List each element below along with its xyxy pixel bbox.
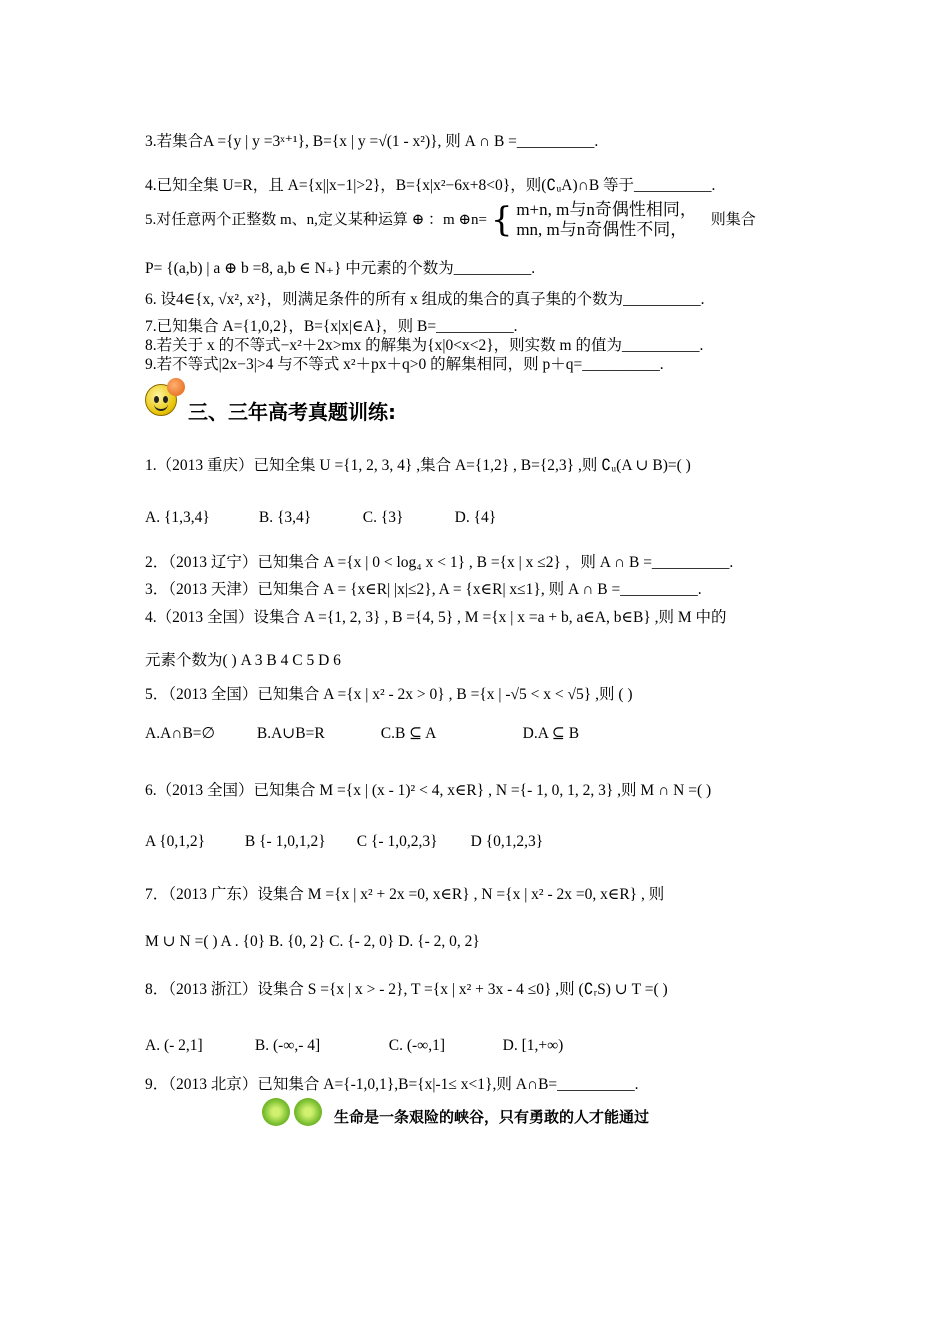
exercise-6: 6. 设4∈{x, √x², x²}，则满足条件的所有 x 组成的集合的真子集的个数为__________. (145, 291, 705, 308)
question-7: 7．（2013 广东）设集合 M ={x | x² + 2x =0, x∈R} , N ={x | x² - 2x =0, x∈R} , 则 (145, 886, 665, 903)
exercise-9: 9.若不等式|2x−3|>4 与不等式 x²＋px＋q>0 的解集相同，则 p＋q=__________. (145, 356, 664, 373)
option-c: C. {3} (362, 509, 404, 526)
exercise-8: 8.若关于 x 的不等式−x²＋2x>mx 的解集为{x|0<x<2}，则实数 m 的值为__________. (145, 337, 704, 354)
option-c: C {- 1,0,2,3} (356, 833, 438, 850)
flower-icon (294, 1098, 322, 1126)
option-b: B. {3,4} (258, 509, 312, 526)
option-d: D. {4} (454, 509, 497, 526)
question-3: 3．（2013 天津）已知集合 A = {x∈R| |x|≤2}, A = {x∈R| x≤1}, 则 A ∩ B =__________. (145, 581, 702, 598)
question-7-line-2: M ∪ N =( ) A . {0} B. {0, 2} C. {- 2, 0} D. {- 2, 0, 2} (145, 933, 480, 950)
question-6-options (145, 832, 810, 852)
option-c: C.B ⊆ A (380, 725, 437, 742)
option-d: D.A ⊆ B (522, 725, 580, 742)
exercise-5-case-1: m+n, m与n奇偶性相同， (516, 200, 697, 219)
question-1-options (145, 508, 810, 528)
brace-icon: { (490, 200, 513, 240)
option-b: B.A∪B=R (256, 725, 325, 742)
exercise-3: 3.若集合A ={y | y =3ˣ⁺¹}, B={x | y =√(1 - x²)}, 则 A ∩ B =__________. (145, 133, 599, 150)
option-a: A. {1,3,4} (145, 509, 210, 526)
footer-motto (262, 1098, 762, 1128)
exercise-5-line-2: P= {(a,b) | a ⊕ b =8, a,b ∈ N₊} 中元素的个数为__________. (145, 260, 536, 277)
question-5: 5．（2013 全国）已知集合 A ={x | x² - 2x > 0} , B ={x | -√5 < x < √5} ,则 ( ) (145, 686, 633, 703)
option-b: B {- 1,0,1,2} (244, 833, 326, 850)
option-a: A. (- 2,1] (145, 1037, 203, 1054)
option-c: C. (-∞,1] (388, 1037, 445, 1054)
exercise-5 (145, 200, 810, 244)
question-8-options (145, 1036, 810, 1056)
question-4-line-2: 元素个数为( ) A 3 B 4 C 5 D 6 (145, 652, 341, 669)
bubble-icon (167, 378, 185, 396)
exercise-5-cases (516, 200, 697, 240)
option-a: A {0,1,2} (145, 833, 206, 850)
exercise-5-case-2: mn, m与n奇偶性不同， (516, 220, 688, 239)
exercise-4: 4.已知全集 U=R，且 A={x||x−1|>2}，B={x|x²−6x+8<0}，则(∁ᵤA)∩B 等于__________. (145, 177, 716, 194)
flower-icon (262, 1098, 290, 1126)
section-title: 三、三年高考真题训练: (188, 400, 396, 424)
option-d: D. [1,+∞) (502, 1037, 564, 1054)
exercise-5-prefix: 5.对任意两个正整数 m、n,定义某种运算 ⊕ ：m ⊕n= (145, 212, 487, 228)
footer-text: 生命是一条艰险的峡谷，只有勇敢的人才能通过 (334, 1108, 650, 1126)
exercise-7: 7.已知集合 A={1,0,2}，B={x|x|∈A}，则 B=__________. (145, 318, 518, 335)
question-6: 6.（2013 全国）已知集合 M ={x | (x - 1)² < 4, x∈R} , N ={- 1, 0, 1, 2, 3} ,则 M ∩ N =( ) (145, 782, 712, 799)
question-2: 2．（2013 辽宁）已知集合 A ={x | 0 < log₄ x < 1} , B ={x | x ≤2} ，则 A ∩ B =__________. (145, 554, 734, 571)
option-d: D {0,1,2,3} (470, 833, 544, 850)
exercise-5-suffix: 则集合 (710, 212, 756, 228)
option-a: A.A∩B=∅ (145, 725, 216, 742)
question-5-options (145, 724, 810, 744)
question-4: 4.（2013 全国）设集合 A ={1, 2, 3} , B ={4, 5} , M ={x | x =a + b, a∈A, b∈B} ,则 M 中的 (145, 609, 727, 626)
option-b: B. (-∞,- 4] (254, 1037, 321, 1054)
section-heading (145, 378, 845, 426)
question-1: 1.（2013 重庆）已知全集 U ={1, 2, 3, 4} ,集合 A={1,2} , B={2,3} ,则 ∁ᵤ(A ∪ B)=( ) (145, 457, 691, 474)
question-9: 9．（2013 北京）已知集合 A={-1,0,1},B={x|-1≤ x<1},则 A∩B=__________. (145, 1076, 639, 1093)
question-8: 8．（2013 浙江）设集合 S ={x | x > - 2}, T ={x | x² + 3x - 4 ≤0} ,则 (∁ᵣS) ∪ T =( ) (145, 981, 668, 998)
